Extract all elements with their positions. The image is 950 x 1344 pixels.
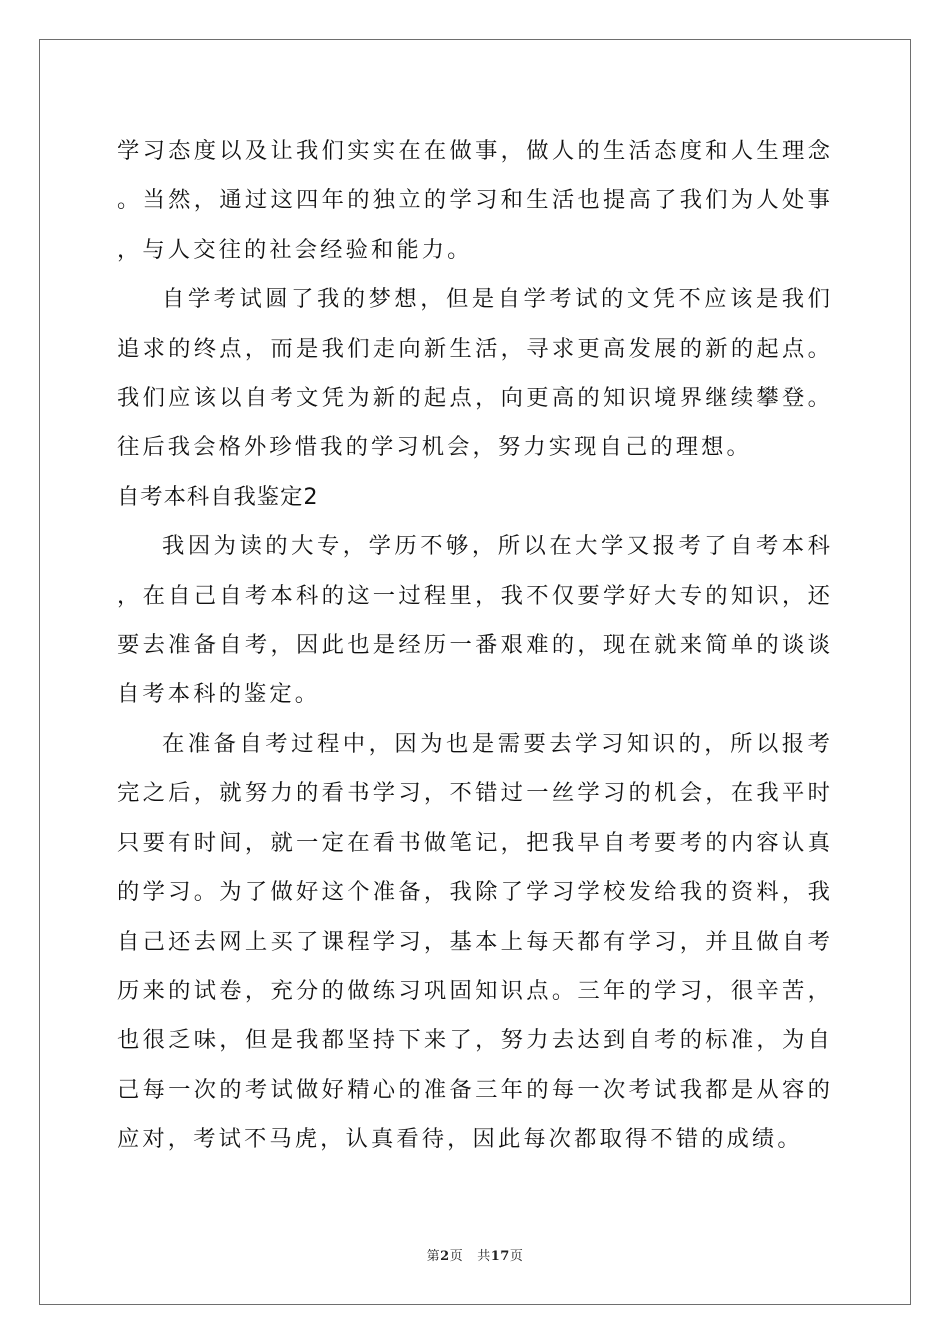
footer-total-suffix: 页: [509, 1249, 524, 1264]
footer-total-prefix: 共: [477, 1249, 491, 1264]
paragraph-4: 在准备自考过程中，因为也是需要去学习知识的，所以报考完之后，就努力的看书学习，不错过一丝学习的机会，在我平时只要有时间，就一定在看书做笔记，把我早自考要考的内容认真的学习。为了做好这个准备，我除了学习学校发给我的资料，我自己还去网上买了课程学习，基本上每天都有学习，并且做自考历来的试卷，充分的做练习巩固知识点。三年的学习，很辛苦，也很乏味，但是我都坚持下来了，努力去达到自考的标准，为自己每一次的考试做好精心的准备三年的每一次考试我都是从容的应对，考试不马虎，认真看待，因此每次都取得不错的成绩。: [117, 730, 833, 1153]
page-footer: [0, 1245, 950, 1264]
footer-prefix: 第: [426, 1249, 441, 1264]
paragraph-3: 我因为读的大专，学历不够，所以在大学又报考了自考本科，在自己自考本科的这一过程里，我不仅要学好大专的知识，还要去准备自考，因此也是经历一番艰难的，现在就来简单的谈谈自考本科的鉴定。: [117, 533, 833, 708]
section-heading: 自考本科自我鉴定2: [117, 483, 319, 510]
paragraph-2: 自学考试圆了我的梦想，但是自学考试的文凭不应该是我们追求的终点，而是我们走向新生活，寻求更高发展的新的起点。我们应该以自考文凭为新的起点，向更高的知识境界继续攀登。往后我会格外珍惜我的学习机会，努力实现自己的理想。: [117, 286, 833, 461]
footer-page-suffix: 页: [449, 1249, 464, 1264]
document-body: [117, 127, 833, 1165]
footer-page-number: 2: [440, 1249, 450, 1264]
footer-total-pages: 17: [490, 1249, 510, 1264]
paragraph-1: 学习态度以及让我们实实在在做事，做人的生活态度和人生理念。当然，通过这四年的独立的学习和生活也提高了我们为人处事，与人交往的社会经验和能力。: [117, 138, 833, 263]
